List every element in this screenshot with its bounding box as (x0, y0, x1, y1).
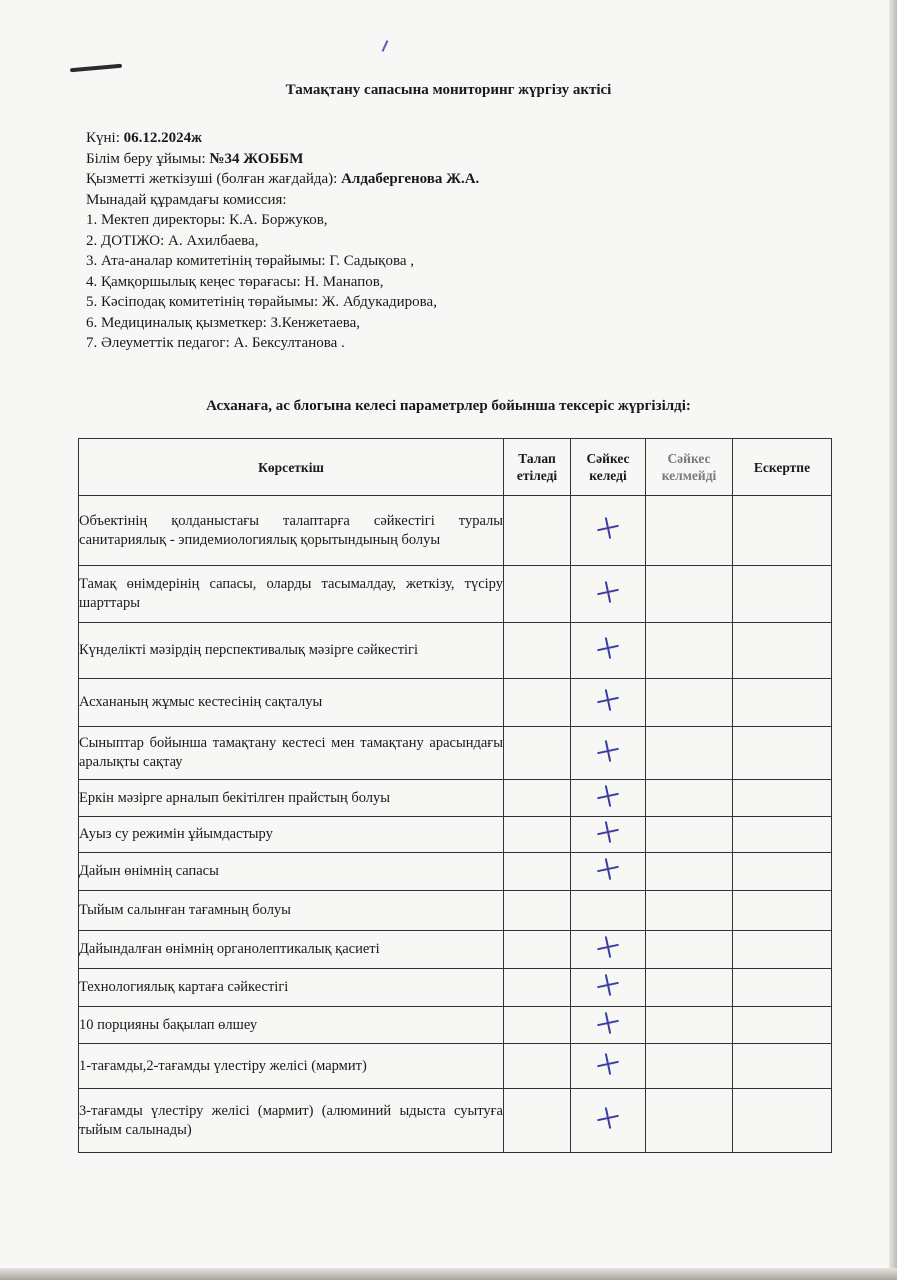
noncompliant-cell (646, 566, 733, 623)
required-cell (504, 780, 571, 817)
note-cell (733, 1044, 832, 1089)
compliant-cell (571, 727, 646, 780)
header-required: Талап етіледі (504, 439, 571, 496)
note-cell (733, 817, 832, 853)
table-row (79, 853, 832, 891)
table-row (79, 1007, 832, 1044)
indicator-cell: 1-тағамды,2-тағамды үлестіру желісі (мармит) (79, 1044, 504, 1089)
table-row (79, 496, 832, 566)
commission-member: 2. ДОТІЖО: А. Ахилбаева, (86, 232, 259, 249)
note-cell (733, 931, 832, 969)
indicator-cell: 10 порцияны бақылап өлшеу (79, 1007, 504, 1044)
organization-value: №34 ЖОББМ (209, 150, 304, 167)
plus-mark-icon (595, 972, 621, 998)
header-noncompliant: Сәйкес келмейді (646, 439, 733, 496)
table-row (79, 1044, 832, 1089)
plus-mark-icon (595, 515, 621, 541)
page-bottom-shadow (0, 1268, 897, 1280)
table-row (79, 931, 832, 969)
compliant-cell (571, 496, 646, 566)
noncompliant-cell (646, 1089, 733, 1153)
plus-mark-icon (595, 934, 621, 960)
table-caption: Асханаға, ас блогына келесі параметрлер бойынша тексеріс жүргізілді: (206, 398, 691, 414)
required-cell (504, 1044, 571, 1089)
noncompliant-cell (646, 679, 733, 727)
note-cell (733, 679, 832, 727)
table-row (79, 1089, 832, 1153)
header-compliant: Сәйкес келеді (571, 439, 646, 496)
noncompliant-cell (646, 969, 733, 1007)
required-cell (504, 891, 571, 931)
noncompliant-cell (646, 623, 733, 679)
note-cell (733, 1089, 832, 1153)
noncompliant-cell (646, 931, 733, 969)
page-edge-shadow (889, 0, 897, 1280)
date-line: Күні: 06.12.2024ж (86, 130, 203, 146)
required-cell (504, 679, 571, 727)
noncompliant-cell (646, 780, 733, 817)
noncompliant-cell (646, 817, 733, 853)
indicator-cell: Объектінің қолданыстағы талаптарға сәйкестігі туралы санитариялық - эпидемиологиялық қорытындының болуы (79, 496, 504, 566)
plus-mark-icon (595, 737, 621, 763)
plus-mark-icon (595, 1009, 621, 1035)
required-cell (504, 1089, 571, 1153)
inspection-table (78, 438, 832, 1153)
commission-member: 5. Кәсіподақ комитетінің төрайымы: Ж. Абдукадирова, (86, 294, 437, 310)
provider-line: Қызметті жеткізуші (болған жағдайда): Алдабергенова Ж.А. (86, 171, 480, 187)
note-cell (733, 853, 832, 891)
noncompliant-cell (646, 1007, 733, 1044)
plus-mark-icon (595, 819, 621, 845)
compliant-cell (571, 566, 646, 623)
plus-mark-icon (595, 782, 621, 808)
indicator-cell: Технологиялық картаға сәйкестігі (79, 969, 504, 1007)
required-cell (504, 566, 571, 623)
note-cell (733, 780, 832, 817)
header-note: Ескертпе (733, 439, 832, 496)
table-row (79, 566, 832, 623)
required-cell (504, 727, 571, 780)
table-row (79, 623, 832, 679)
commission-member: 1. Мектеп директоры: К.А. Боржуков, (86, 212, 328, 228)
table-body (79, 496, 832, 1153)
commission-member: 3. Ата-аналар комитетінің төрайымы: Г. Садықова , (86, 253, 415, 269)
compliant-cell (571, 623, 646, 679)
date-value: 06.12.2024ж (123, 130, 203, 146)
indicator-cell: Тамақ өнімдерінің сапасы, оларды тасымалдау, жеткізу, түсіру шарттары (79, 566, 504, 623)
document-info-block (86, 128, 479, 354)
indicator-cell: 3-тағамды үлестіру желісі (мармит) (алюминий ыдыста суытуға тыйым салынады) (79, 1089, 504, 1153)
required-cell (504, 623, 571, 679)
noncompliant-cell (646, 853, 733, 891)
compliant-cell (571, 1007, 646, 1044)
commission-member: 6. Медициналық қызметкер: З.Кенжетаева, (86, 314, 361, 331)
compliant-cell (571, 780, 646, 817)
indicator-cell: Еркін мәзірге арналып бекітілген прайстың болуы (79, 780, 504, 817)
table-row (79, 780, 832, 817)
compliant-cell (571, 1089, 646, 1153)
organization-line: Білім беру ұйымы: №34 ЖОББМ (86, 150, 304, 167)
compliant-cell (571, 679, 646, 727)
compliant-cell (571, 853, 646, 891)
required-cell (504, 969, 571, 1007)
note-cell (733, 727, 832, 780)
required-cell (504, 817, 571, 853)
table-row (79, 679, 832, 727)
document-title: Тамақтану сапасына мониторинг жүргізу актісі (285, 82, 612, 98)
note-cell (733, 623, 832, 679)
indicator-cell: Дайындалған өнімнің органолептикалық қасиеті (79, 931, 504, 969)
indicator-cell: Ауыз су режимін ұйымдастыру (79, 817, 504, 853)
note-cell (733, 969, 832, 1007)
commission-member: 4. Қамқоршылық кеңес төрағасы: Н. Манапов, (86, 273, 384, 290)
indicator-cell: Тыйым салынған тағамның болуы (79, 891, 504, 931)
plus-mark-icon (595, 1105, 621, 1131)
plus-mark-icon (595, 687, 621, 713)
table-row (79, 969, 832, 1007)
compliant-cell (571, 969, 646, 1007)
note-cell (733, 891, 832, 931)
required-cell (504, 496, 571, 566)
note-cell (733, 1007, 832, 1044)
indicator-cell: Дайын өнімнің сапасы (79, 853, 504, 891)
noncompliant-cell (646, 1044, 733, 1089)
indicator-cell: Асхананың жұмыс кестесінің сақталуы (79, 679, 504, 727)
noncompliant-cell (646, 891, 733, 931)
required-cell (504, 853, 571, 891)
noncompliant-cell (646, 496, 733, 566)
note-cell (733, 566, 832, 623)
required-cell (504, 931, 571, 969)
plus-mark-icon (595, 856, 621, 882)
indicator-cell: Күнделікті мәзірдің перспективалық мәзірге сәйкестігі (79, 623, 504, 679)
compliant-cell (571, 817, 646, 853)
header-indicator: Көрсеткіш (79, 439, 504, 496)
table-header-row (79, 439, 832, 496)
note-cell (733, 496, 832, 566)
required-cell (504, 1007, 571, 1044)
plus-mark-icon (595, 635, 621, 661)
plus-mark-icon (595, 1050, 621, 1076)
compliant-cell (571, 1044, 646, 1089)
indicator-cell: Сыныптар бойынша тамақтану кестесі мен тамақтану арасындағы аралықты сақтау (79, 727, 504, 780)
compliant-cell (571, 931, 646, 969)
compliant-cell (571, 891, 646, 931)
commission-label: Мынадай құрамдағы комиссия: (86, 191, 287, 208)
commission-member: 7. Әлеуметтік педагог: А. Бексултанова . (86, 335, 345, 351)
noncompliant-cell (646, 727, 733, 780)
table-row (79, 727, 832, 780)
provider-value: Алдабергенова Ж.А. (341, 171, 480, 187)
table-row (79, 891, 832, 931)
table-row (79, 817, 832, 853)
plus-mark-icon (595, 578, 621, 604)
